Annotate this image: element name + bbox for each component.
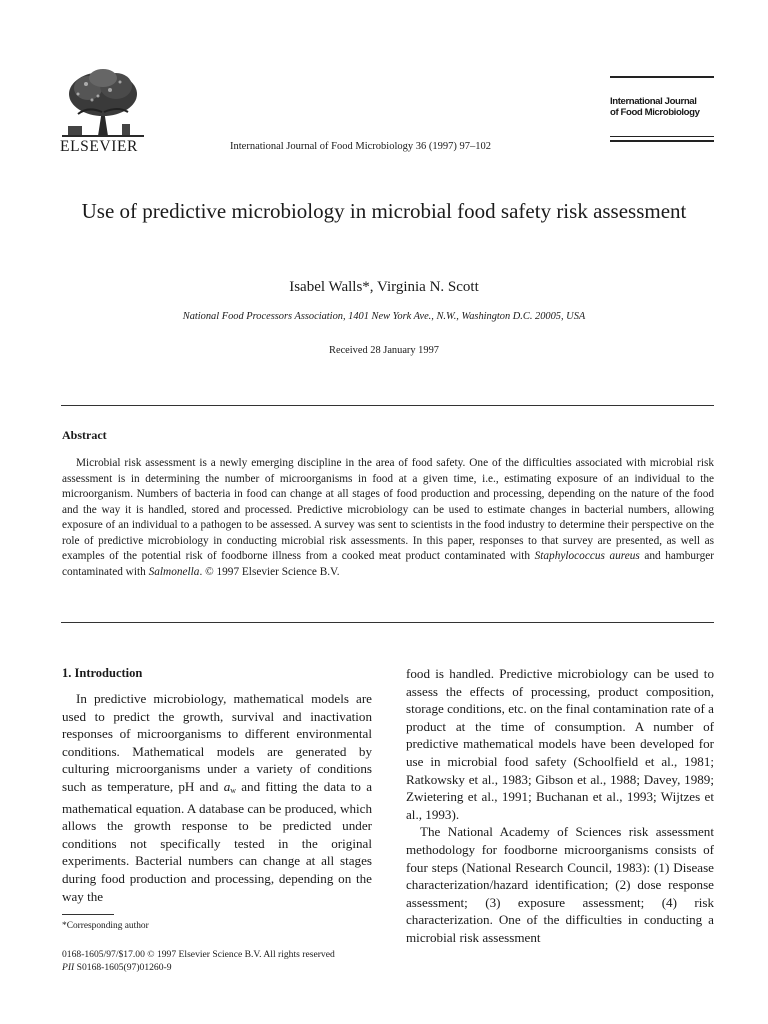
abstract-text: Microbial risk assessment is a newly emerging discipline in the area of food safety. One of the difficulties associated with microbial risk assessment is in determining the number of microorganisms in food at a given time, i.e., estimating exposure of an individual to the microorganism. Numbers of bacteria in food can change at all stages of food production and processing, depending on the nature of the food and the way it is handled, stored and processed. Predictive microbiology can be used to estimate changes in bacterial numbers, allowing exposure of an individual to a pathogen to be assessed. A survey was sent to scientists in the food industry to determine their perspective on the role of predictive microbiology in conducting microbial risk assessments. In this paper, responses to that survey are presented, as well as examples of the potential risk of foodborne illness from a cooked meat product contaminated with Staphylococcus aureus and hamburger contaminated with Salmonella. © 1997 Elsevier Science B.V. — [62, 457, 714, 578]
copyright-line: 0168-1605/97/$17.00 © 1997 Elsevier Science B.V. All rights reserved — [62, 949, 335, 960]
body-column-left: In predictive microbiology, mathematical models are used to predict the growth, survival and inactivation responses of microorganisms to different environmental conditions. Mathematical models are generated by culturing microorganisms under a variety of conditions such as temperature, pH and $a_w$ and fitting the data to a mathematical equation. A database can be produced, which allows the growth response to be predicted under conditions not specifically tested in the original experiments. Bacterial numbers can change at all stages during food production and processing, depending on the way the — [62, 691, 373, 904]
paragraph: The National Academy of Sciences risk assessment methodology for foodborne microorganisms consists of four steps (National Research Council, 1983): (1) Disease characterization/hazard identification; (2) dose response assessment; (3) exposure assessment; (4) risk characterization. One of the difficulties in conducting a microbial risk assessment — [406, 824, 714, 945]
author-affiliation: National Food Processors Association, 1401 New York Ave., N.W., Washington D.C. 20005, USA — [182, 311, 586, 322]
divider — [61, 622, 714, 623]
received-date: Received 28 January 1997 — [329, 345, 439, 356]
organism-name: Salmonella — [148, 565, 200, 578]
author-list: Isabel Walls*, Virginia N. Scott — [289, 279, 479, 295]
journal-logo-line1: International Journal — [610, 96, 697, 107]
body-column-right — [406, 665, 714, 947]
divider — [61, 405, 714, 406]
footnote-divider — [62, 914, 114, 915]
elsevier-tree-logo — [58, 66, 148, 138]
journal-citation: International Journal of Food Microbiology 36 (1997) 97–102 — [230, 141, 492, 152]
journal-logo-line2: of Food Microbiology — [610, 107, 700, 118]
section-heading: 1. Introduction — [62, 666, 143, 680]
publisher-name: ELSEVIER — [60, 138, 138, 155]
journal-logo-text — [610, 96, 714, 118]
organism-name: Staphylococcus aureus — [534, 550, 640, 562]
paragraph: food is handled. Predictive microbiology can be used to assess the effects of processing, product composition, storage conditions, etc. on the final contamination rate of a product at the time of consumption. A number of predictive mathematical models have been developed for use in microbial food safety (Schoolfield et al., 1981; Ratkowsky et al., 1983; Gibson et al., 1988; Davey, 1989; Zwietering et al., 1991; Buchanan et al., 1993; Wijtzes et al., 1993). — [406, 666, 714, 822]
pii-line: PII S0168-1605(97)01260-9 — [62, 962, 172, 973]
paper-title: Use of predictive microbiology in microbial food safety risk assessment — [81, 199, 687, 223]
abstract-heading: Abstract — [62, 428, 107, 442]
journal-logo-box — [610, 76, 714, 142]
footnote: *Corresponding author — [62, 921, 149, 931]
copyright-block — [62, 948, 335, 974]
